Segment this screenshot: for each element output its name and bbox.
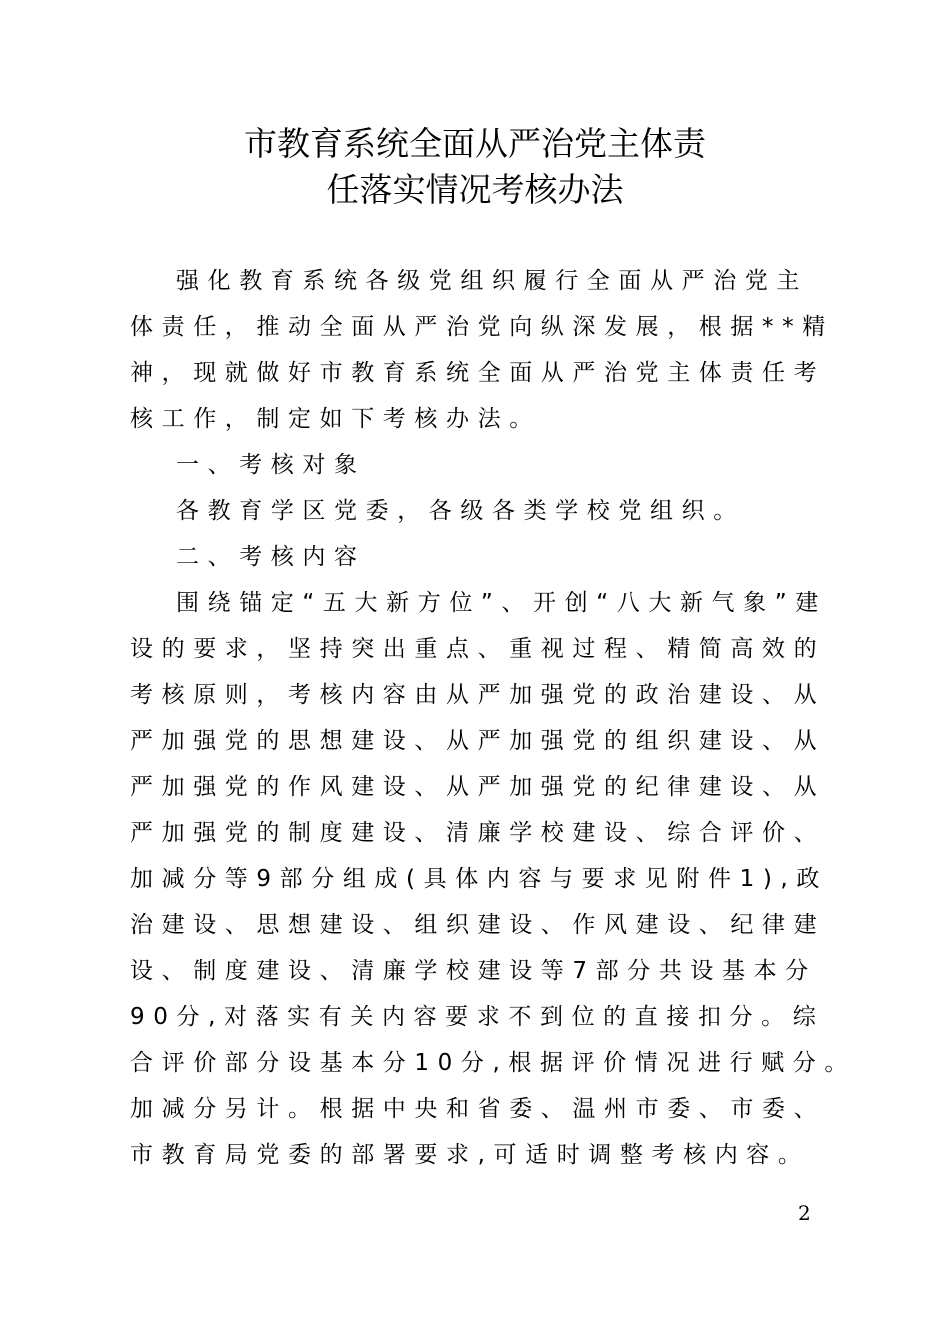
document-title-line-1: 市教育系统全面从严治党主体责 — [244, 124, 706, 163]
paragraph-content-line: 严加强党的作风建设、从严加强党的纪律建设、从 — [130, 774, 826, 800]
section-heading-assessment-content: 二、考核内容 — [176, 544, 366, 570]
section-heading-assessment-targets: 一、考核对象 — [176, 452, 366, 478]
paragraph-intro-line: 神，现就做好市教育系统全面从严治党主体责任考 — [130, 360, 826, 386]
paragraph-content-line: 设、制度建设、清廉学校建设等7部分共设基本分 — [130, 958, 817, 984]
document-body — [130, 258, 856, 1178]
paragraph-content-line: 加减分等9部分组成(具体内容与要求见附件1),政 — [130, 866, 828, 892]
paragraph-content-line: 考核原则，考核内容由从严加强党的政治建设、从 — [130, 682, 826, 708]
paragraph-content-line: 严加强党的思想建设、从严加强党的组织建设、从 — [130, 728, 826, 754]
paragraph-content-line: 设的要求，坚持突出重点、重视过程、精简高效的 — [130, 636, 826, 662]
page-number: 2 — [798, 1201, 811, 1225]
paragraph-targets-line: 各教育学区党委，各级各类学校党组织。 — [176, 498, 745, 524]
paragraph-content-line: 治建设、思想建设、组织建设、作风建设、纪律建 — [130, 912, 826, 938]
paragraph-content-line: 加减分另计。根据中央和省委、温州市委、市委、 — [130, 1096, 826, 1122]
paragraph-content-line: 围绕锚定“五大新方位”、开创“八大新气象”建 — [176, 590, 827, 616]
paragraph-intro-line: 体责任，推动全面从严治党向纵深发展，根据**精 — [130, 314, 834, 340]
paragraph-intro-line: 核工作，制定如下考核办法。 — [130, 406, 541, 432]
paragraph-intro-line: 强化教育系统各级党组织履行全面从严治党主 — [176, 268, 808, 294]
paragraph-content-line: 合评价部分设基本分10分,根据评价情况进行赋分。 — [130, 1050, 856, 1076]
paragraph-content-line: 严加强党的制度建设、清廉学校建设、综合评价、 — [130, 820, 826, 846]
paragraph-content-line: 市教育局党委的部署要求,可适时调整考核内容。 — [130, 1142, 810, 1168]
paragraph-content-line: 90分,对落实有关内容要求不到位的直接扣分。综 — [130, 1004, 825, 1030]
document-title-line-2: 任落实情况考核办法 — [326, 170, 624, 209]
